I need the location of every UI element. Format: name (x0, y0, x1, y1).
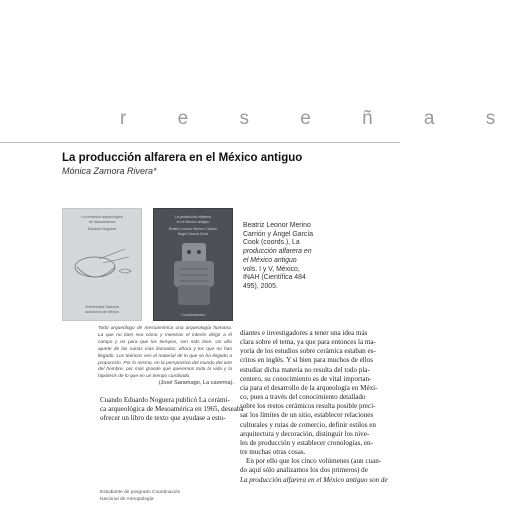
body-column-right (240, 329, 388, 485)
body-line: diantes e investigadores a tener una idea más (240, 329, 368, 337)
cover-2-title: La producción alfarera en el México antiguo (175, 215, 211, 224)
body-line: sar los límites de un sitio, establecer relaciones (240, 411, 374, 420)
body-line: centero, su conocimiento es de vital importan- (240, 374, 372, 383)
cover-1-author: Eduardo Noguera (87, 227, 117, 231)
body-line: critos en inglés. Y si bien para muchos de ellos (240, 356, 374, 365)
cover-1-publisher: Universidad Nacional Autónoma de México (85, 305, 119, 314)
body-line: sobre los restos cerámicos resulta posible preci- (240, 402, 376, 411)
section-heading: r e s e ñ a s (120, 108, 518, 129)
cover-2-editors: Beatriz Leonor Merino Carrión Ángel García Cook (168, 227, 218, 236)
book-reference: Beatriz Leonor Merino Carrión y Ángel García Cook (coords.), La producción alfarera en el México antiguo vols. I y V, México, INAH (Científica 484 495), 2005. (243, 222, 314, 290)
body-line: les de producción y establecer cronologías, en- (240, 438, 373, 447)
body-line: co, pues a través del conocimiento detallado (240, 393, 366, 402)
body-line: do aquí sólo analizamos los dos primeros) de (240, 466, 368, 475)
cover-1-illustration (63, 239, 143, 299)
body-line: culturales y rutas de comercio, definir estilos en (240, 420, 376, 429)
book-cover-1 (62, 208, 142, 321)
epigraph-source: (José Saramago, La caverna). (158, 380, 234, 386)
author-affiliation-footnote: Estudiante de posgrado Coordinación Nacional de Antropología (100, 490, 181, 502)
section-rule (0, 142, 400, 143)
epigraph: Todo arqueólogo de mesoamérica una arqueología humana. La que no bien sea cómo y mientras el interés dirigir a él campo y no para que los tiempos, son más bien. Un año aparte de las ruinas más llamadas, ahora y los que no han llegado. Los teóricos ven el material de lo que se ha llegado a proporción. Por lo mismo, en la perspectiva del mundo del arte del hombre, por más grande qué queremos toda la vida y la hipótesis de lo que en un tiempo cambiado. (98, 326, 232, 380)
cover-2-credit: Coordinadores (181, 313, 205, 317)
body-line: yoría de los estudios sobre cerámica estaban es- (240, 347, 376, 356)
body-line: clara sobre el tema, ya que para entonces la ma- (240, 338, 376, 347)
body-line: ca arqueológica de Mesoamérica en 1965, deseaba (100, 405, 244, 414)
cover-1-title: La cerámica arqueológica de Mesoamérica (81, 215, 123, 224)
body-line: Cuando Eduardo Noguera publicó La cerámi- (100, 396, 230, 404)
body-column-left (100, 396, 244, 423)
body-line: La producción alfarera en el México antiguo son de (240, 475, 388, 484)
body-line: cia para el desarrollo de la arqueología en Méxi- (240, 383, 378, 392)
book-cover-2 (153, 208, 233, 321)
cover-2-figurine (154, 237, 234, 317)
article-author: Mónica Zamora Rivera* (62, 166, 157, 176)
body-line: arquitectura y decoración, distinguir los nive- (240, 429, 370, 438)
body-line: ofrecer un libro de texto que ayudase a estu- (100, 414, 226, 423)
body-line: En por ello que los cinco volúmenes (aun cuan- (246, 457, 382, 466)
body-line: estudiar dicha materia no resulta del todo pla- (240, 365, 370, 374)
article-title: La producción alfarera en el México antiguo (62, 152, 303, 164)
body-line: tre muchas otras cosas. (240, 448, 306, 457)
